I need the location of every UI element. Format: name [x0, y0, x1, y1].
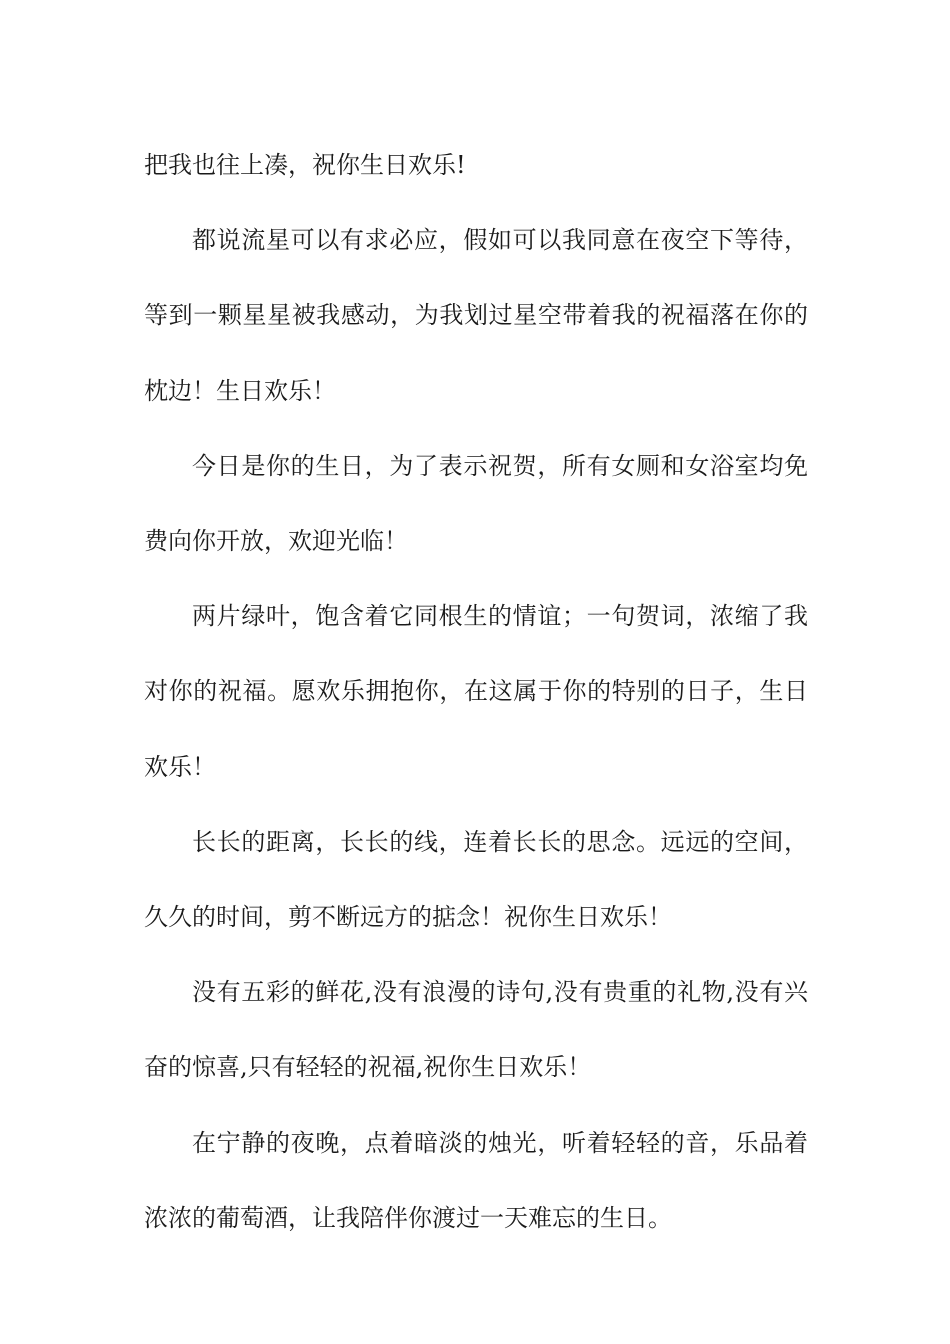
paragraph-6: 没有五彩的鲜花,没有浪漫的诗句,没有贵重的礼物,没有兴奋的惊喜,只有轻轻的祝福,祝你生日欢乐！ [144, 978, 808, 1082]
paragraph-3: 今日是你的生日，为了表示祝贺，所有女厕和女浴室均免费向你开放，欢迎光临！ [144, 451, 808, 556]
paragraph-4: 两片绿叶，饱含着它同根生的情谊；一句贺词，浓缩了我对你的祝福。愿欢乐拥抱你，在这属于你的特别的日子，生日欢乐！ [144, 602, 808, 781]
paragraph-5: 长长的距离，长长的线，连着长长的思念。远远的空间，久久的时间，剪不断远方的掂念！祝你生日欢乐！ [144, 827, 808, 932]
paragraph-1: 把我也往上凑，祝你生日欢乐! [144, 151, 466, 179]
paragraph-7: 在宁静的夜晚，点着暗淡的烛光，听着轻轻的音，乐品着浓浓的葡萄酒，让我陪伴你渡过一天难忘的生日。 [144, 1128, 808, 1232]
paragraph-2: 都说流星可以有求必应，假如可以我同意在夜空下等待，等到一颗星星被我感动，为我划过星空带着我的祝福落在你的枕边！生日欢乐！ [144, 226, 808, 405]
document-body [144, 128, 808, 1256]
